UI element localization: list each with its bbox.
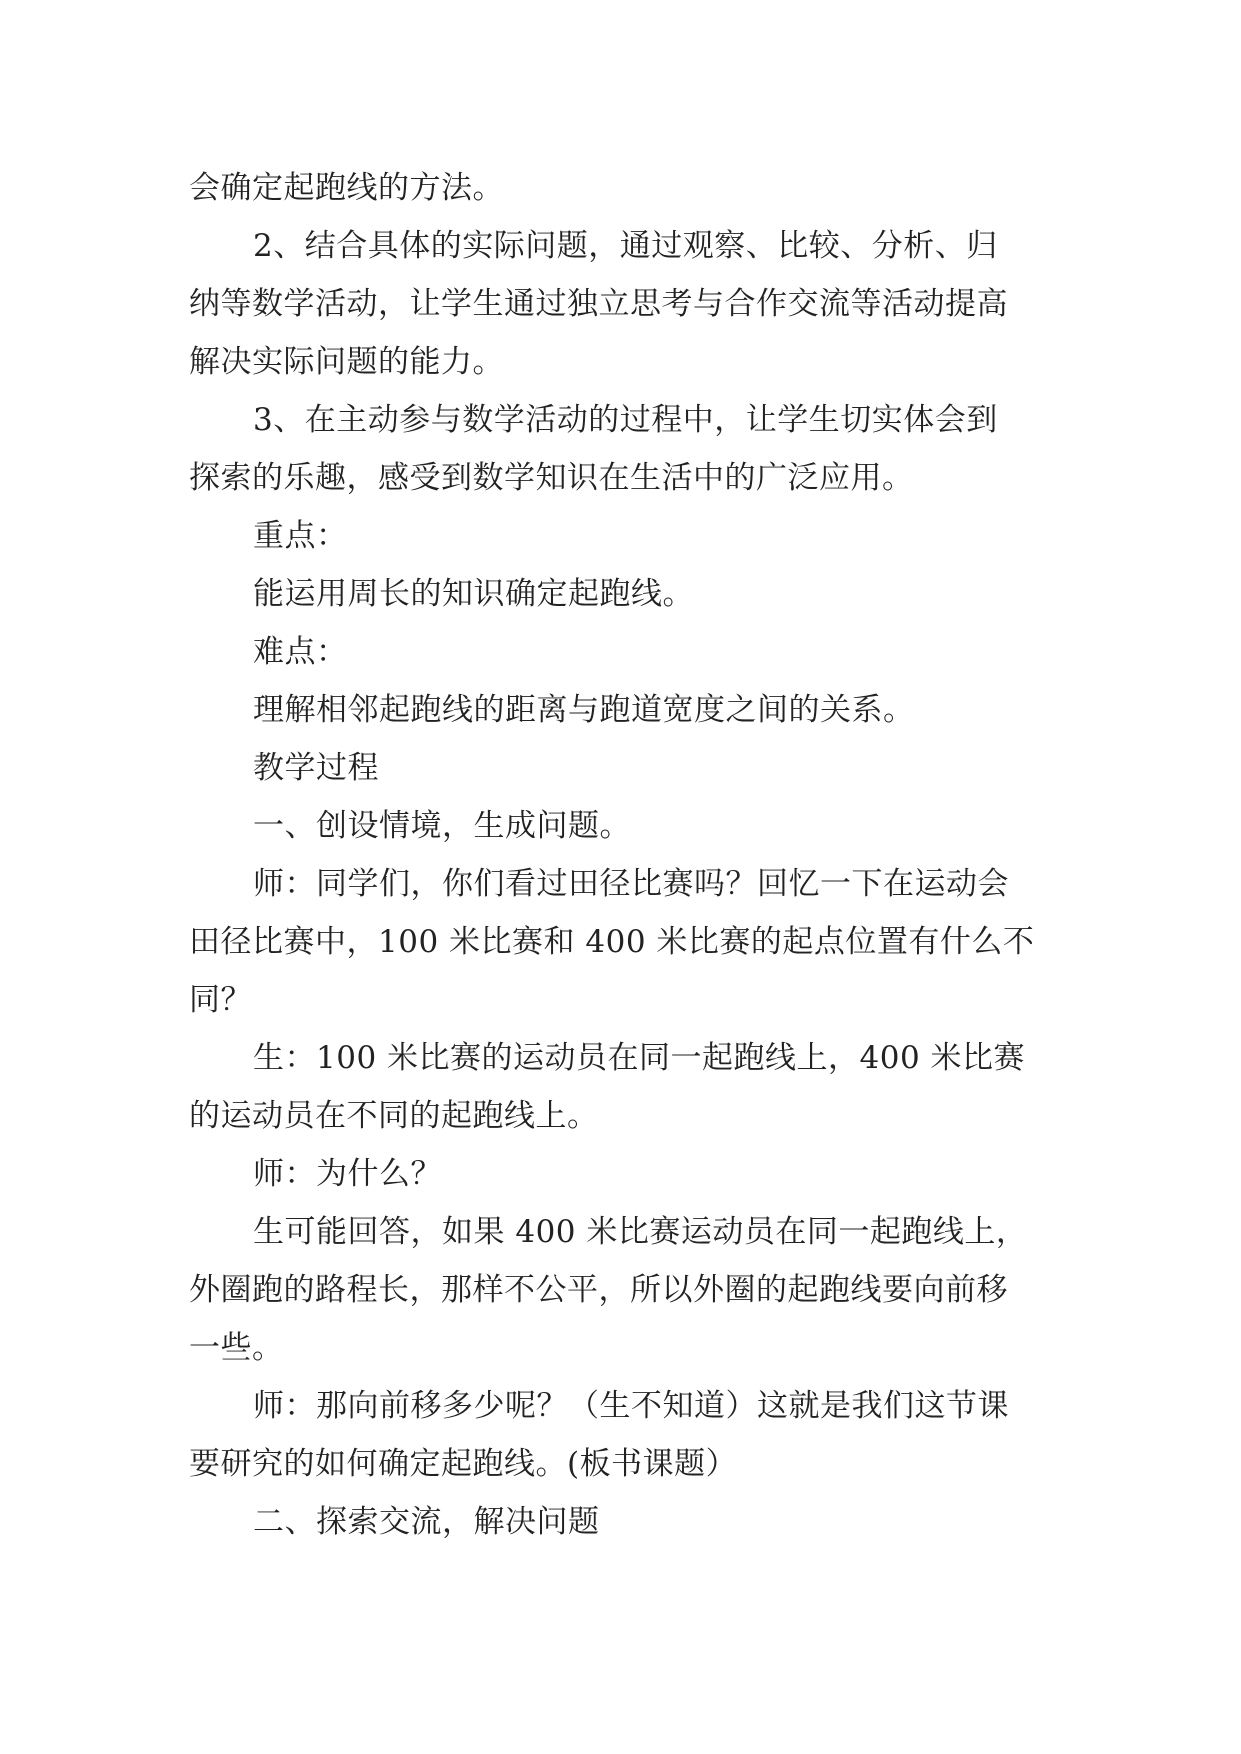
text-line: 师：同学们，你们看过田径比赛吗？回忆一下在运动会 [253, 866, 1009, 902]
text-line: 生：100 米比赛的运动员在同一起跑线上，400 米比赛 [253, 1040, 1026, 1076]
text-line: 能运用周长的知识确定起跑线。 [253, 576, 694, 612]
text-line: 师：为什么？ [253, 1156, 442, 1192]
text-line: 的运动员在不同的起跑线上。 [189, 1098, 599, 1134]
text-line: 师：那向前移多少呢？（生不知道）这就是我们这节课 [253, 1388, 1009, 1424]
text-line: 3、在主动参与数学活动的过程中，让学生切实体会到 [253, 402, 998, 438]
text-line: 解决实际问题的能力。 [189, 344, 504, 380]
text-line: 一、创设情境，生成问题。 [253, 808, 631, 844]
text-line: 外圈跑的路程长，那样不公平，所以外圈的起跑线要向前移 [189, 1272, 1008, 1308]
text-line: 生可能回答，如果 400 米比赛运动员在同一起跑线上， [253, 1214, 1028, 1250]
text-line: 要研究的如何确定起跑线。(板书课题） [189, 1446, 738, 1482]
text-line: 会确定起跑线的方法。 [189, 170, 504, 206]
text-line: 难点： [253, 634, 348, 670]
text-line: 2、结合具体的实际问题，通过观察、比较、分析、归 [253, 228, 998, 264]
text-line: 纳等数学活动，让学生通过独立思考与合作交流等活动提高 [189, 286, 1008, 322]
text-line: 教学过程 [253, 750, 379, 786]
text-line: 一些。 [189, 1330, 284, 1366]
text-line: 同？ [189, 982, 252, 1018]
text-line: 田径比赛中，100 米比赛和 400 米比赛的起点位置有什么不 [189, 924, 1035, 960]
text-line: 重点： [253, 518, 348, 554]
text-line: 探索的乐趣，感受到数学知识在生活中的广泛应用。 [189, 460, 914, 496]
text-line: 理解相邻起跑线的距离与跑道宽度之间的关系。 [253, 692, 915, 728]
text-line: 二、探索交流，解决问题 [253, 1504, 600, 1540]
